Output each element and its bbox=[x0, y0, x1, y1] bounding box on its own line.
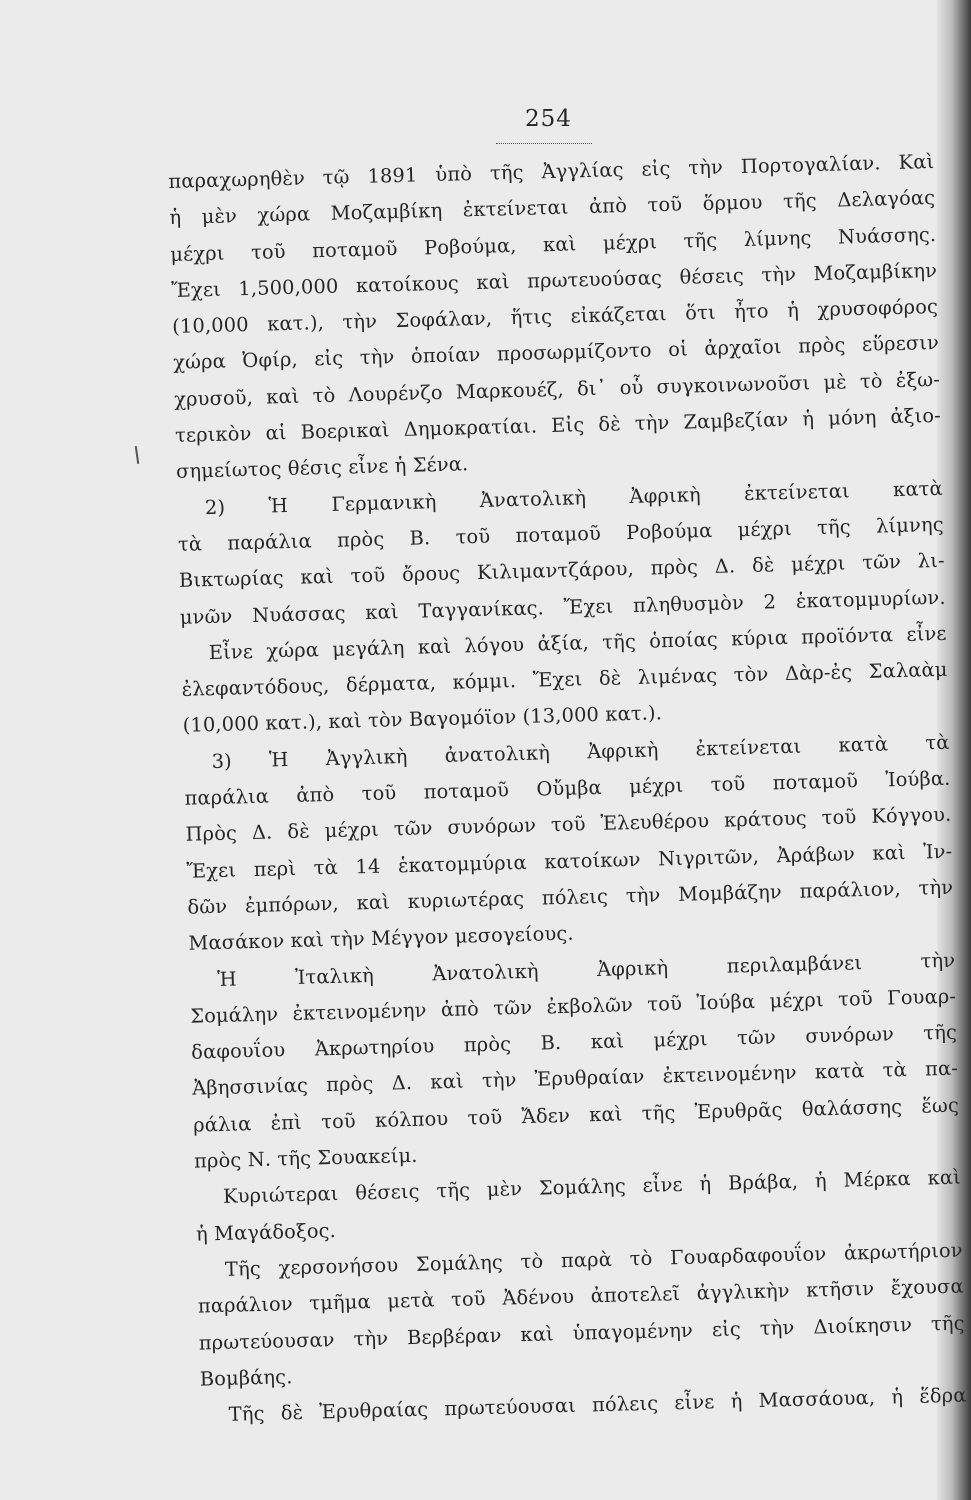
text-line: Μασάκον καὶ τὴν Μέγγον μεσογείους. bbox=[188, 921, 574, 955]
text-line: πρωτεύουσαν τὴν Βερβέραν καὶ ὑπαγομένην εἰς τὴν Διοίκησιν τῆς bbox=[198, 1311, 965, 1355]
body-text bbox=[168, 144, 967, 1434]
text-line: Ἡ Ἰταλικὴ Ἀνατολικὴ Ἀφρικὴ περιλαμβάνει τὴν bbox=[217, 948, 956, 991]
text-line: τὰ παράλια πρὸς Β. τοῦ ποταμοῦ Ροβούμα μέχρι τῆς λίμνης bbox=[177, 512, 944, 556]
text-line: χώρα Ὀφίρ, εἰς τὴν ὁποίαν προσωρμίζοντο οἱ ἀρχαῖοι πρὸς εὕρεσιν bbox=[172, 331, 940, 375]
text-line: Ἀβησσινίας πρὸς Δ. καὶ τὴν Ἐρυθραίαν ἐκτεινομένην κατὰ τὰ πα- bbox=[191, 1057, 959, 1101]
text-line: Σομάλην ἐκτεινομένην ἀπὸ τῶν ἐκβολῶν τοῦ Ἰούβα μέχρι τοῦ Γουαρ- bbox=[190, 984, 957, 1028]
text-line: Κυριώτεραι θέσεις τῆς μὲν Σομάλης εἶνε ἡ Βράβα, ἡ Μέρκα καὶ bbox=[222, 1165, 962, 1209]
text-line: ράλια ἐπὶ τοῦ κόλπου τοῦ Ἄδεν καὶ τῆς Ἐρυθρᾶς θαλάσσης ἕως bbox=[192, 1093, 960, 1137]
text-line: σημείωτος θέσις εἶνε ἡ Σένα. bbox=[175, 452, 469, 484]
text-line: 3) Ἡ Ἀγγλικὴ ἀνατολικὴ Ἀφρικὴ ἐκτείνεται κατὰ τὰ bbox=[211, 730, 950, 773]
text-line: δῶν ἐμπόρων, καὶ κυριωτέρας πόλεις τὴν Μομβάζην παράλιον, τὴν bbox=[187, 875, 954, 919]
text-line: 2) Ἡ Γερμανικὴ Ἀνατολικὴ Ἀφρικὴ ἐκτείνεται κατὰ bbox=[204, 476, 944, 519]
text-line: Τῆς χερσονήσου Σομάλης τὸ παρὰ τὸ Γουαρδαφουΐον ἀκρωτήριον bbox=[224, 1238, 964, 1281]
text-line: ἐλεφαντόδους, δέρματα, κόμμι. Ἔχει δὲ λιμένας τὸν Δὰρ-ἐς Σαλαὰμ bbox=[181, 657, 948, 701]
text-line: Πρὸς Δ. δὲ μέχρι τῶν συνόρων τοῦ Ἐλευθέρου κράτους τοῦ Κόγγου. bbox=[185, 803, 952, 847]
text-line: Ἔχει 1,500,000 κατοίκους καὶ πρωτευούσας θέσεις τὴν Μοζαμβίκην bbox=[171, 258, 938, 302]
text-line: μνῶν Νυάσσας καὶ Ταγγανίκας. Ἔχει πληθυσμὸν 2 ἑκατομμυρίων. bbox=[179, 585, 946, 629]
text-line: μέχρι τοῦ ποταμοῦ Ροβούμα, καὶ μέχρι τῆς λίμνης Νυάσσης. bbox=[170, 222, 937, 266]
text-line: (10,000 κατ.), καὶ τὸν Βαγομόϊον (13,000 κατ.). bbox=[182, 701, 663, 738]
page-number: 254 bbox=[525, 106, 572, 132]
text-line: ἡ Μαγάδοξος. bbox=[195, 1218, 337, 1246]
text-line: παράλια ἀπὸ τοῦ ποταμοῦ Οὔμβα μέχρι τοῦ ποταμοῦ Ἰούβα. bbox=[184, 766, 951, 810]
text-line: Τῆς δὲ Ἐρυθραίας πρωτεύουσαι πόλεις εἶνε ἡ Μασσάουα, ἡ ἕδρα bbox=[228, 1383, 967, 1426]
text-line: (10,000 κατ.), τὴν Σοφάλαν, ἥτις εἰκάζεται ὅτι ἦτο ἡ χρυσοφόρος bbox=[171, 295, 939, 339]
text-line: δαφουΐου Ἀκρωτηρίου πρὸς Β. καὶ μέχρι τῶν συνόρων τῆς bbox=[190, 1020, 958, 1064]
text-line: Βικτωρίας καὶ τοῦ ὄρους Κιλιμαντζάρου, πρὸς Δ. δὲ μέχρι τῶν λι- bbox=[178, 549, 945, 593]
text-line: Ἔχει περὶ τὰ 14 ἑκατομμύρια κατοίκων Νιγριτῶν, Ἀράβων καὶ Ἰν- bbox=[186, 839, 953, 883]
margin-mark bbox=[135, 446, 139, 464]
text-line: Εἶνε χώρα μεγάλη καὶ λόγου ἀξία, τῆς ὁποίας κύρια προϊόντα εἶνε bbox=[208, 621, 947, 664]
text-line: τερικὸν αἱ Βοερικαὶ Δημοκρατίαι. Εἰς δὲ τὴν Ζαμβεζίαν ἡ μόνη ἀξιο- bbox=[174, 403, 942, 447]
text-line: Βομβάης. bbox=[199, 1364, 293, 1391]
text-line: παράλιον τμῆμα μετὰ τοῦ Ἀδένου ἀποτελεῖ ἀγγλικὴν κτῆσιν ἔχουσα bbox=[197, 1274, 964, 1318]
text-line: ἡ μὲν χώρα Μοζαμβίκη ἐκτείνεται ἀπὸ τοῦ ὅρμου τῆς Δελαγόας bbox=[169, 186, 936, 230]
text-line: παραχωρηθὲν τῷ 1891 ὑπὸ τῆς Ἀγγλίας εἰς τὴν Πορτογαλίαν. Καὶ bbox=[168, 149, 935, 193]
text-line: πρὸς Ν. τῆς Σουακείμ. bbox=[193, 1143, 418, 1173]
header-rule bbox=[496, 143, 592, 144]
text-line: χρυσοῦ, καὶ τὸ Λουρένζο Μαρκουέζ, δι᾽ οὗ συγκοινωνοῦσι μὲ τὸ ἐξω- bbox=[173, 367, 941, 411]
